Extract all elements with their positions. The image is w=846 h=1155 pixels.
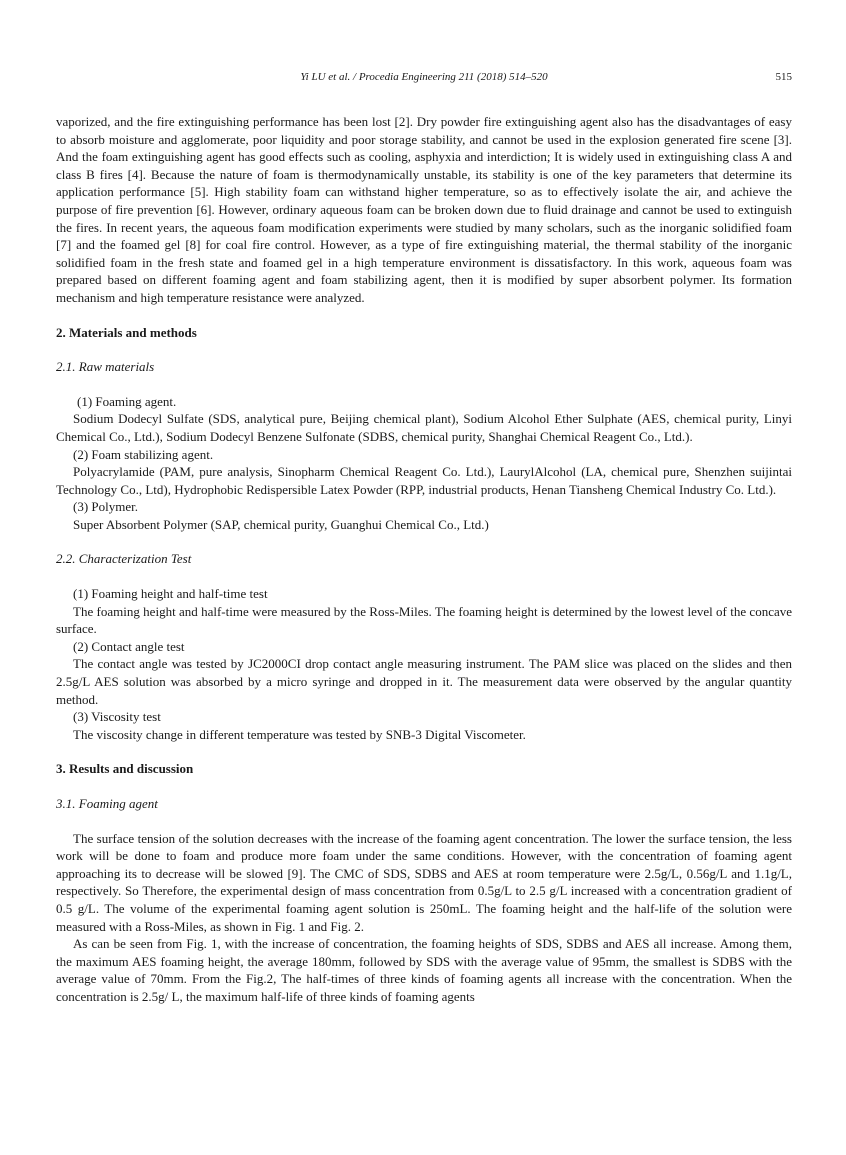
subsection-heading-characterization: 2.2. Characterization Test xyxy=(56,551,192,567)
list-item: The viscosity change in different temperature was tested by SNB-3 Digital Viscometer. xyxy=(73,726,526,742)
results-paragraph: As can be seen from Fig. 1, with the increase of concentration, the foaming heights of SDS, SDBS and AES all increase. Among them, the maximum AES foaming height, the average 180mm, followed by SDS with the average value of 95mm, the smallest is SDBS with the average value of 70mm. From the Fig.2, The half-times of three kinds of foaming agents all increase with the concentration. When the concentration is 2.5g/ L, the maximum half-life of three kinds of foaming agents xyxy=(56,936,792,1004)
list-item: (2) Contact angle test xyxy=(73,638,185,654)
list-item: (1) Foaming height and half-time test xyxy=(73,586,268,602)
list-item: (1) Foaming agent. xyxy=(77,393,177,409)
intro-paragraph: vaporized, and the fire extinguishing performance has been lost [2]. Dry powder fire extinguishing agent also has the disadvantages of easy to absorb moisture and agglomerate, poor liquidity and poor storage stability, and cannot be used in the explosion generated fire scene [3]. And the foam extinguishing agent has good effects such as cooling, asphyxia and interdiction; It is widely used in extinguishing class A and class B fires [4]. Because the nature of foam is thermodynamically unstable, its stability is one of the key parameters that determine its application performance [5]. High stability foam can withstand higher temperature, so as to effectively isolate the air, and achieve the purpose of fire prevention [6]. However, ordinary aqueous foam can be broken down due to fluid drainage and cannot be used to extinguish the fires. In recent years, the aqueous foam modification experiments were studied by many scholars, such as the inorganic solidified foam [7] and the foamed gel [8] for coal fire control. However, as a type of fire extinguishing material, the thermal stability of the inorganic solidified foam in the fresh state and foamed gel in a high temperature environment is dissatisfactory. In this work, aqueous foam was prepared based on different foaming agent and foam stabilizing agent, then it is modified by super absorbent polymer. Its formation mechanism and high temperature resistance were analyzed. xyxy=(56,114,792,305)
list-item: Polyacrylamide (PAM, pure analysis, Sinopharm Chemical Reagent Co. Ltd.), LaurylAlcohol (LA, chemical pure, Shenzhen suijintai Technology Co., Ltd), Hydrophobic Redispersible Latex Powder (RPP, industrial products, Henan Tiansheng Chemical Industry Co. Ltd.). xyxy=(56,464,792,497)
list-item: Super Absorbent Polymer (SAP, chemical purity, Guanghui Chemical Co., Ltd.) xyxy=(73,516,489,532)
list-item: The contact angle was tested by JC2000CI drop contact angle measuring instrument. The PAM slice was placed on the slides and then 2.5g/L AES solution was absorbed by a micro syringe and dropped in it. The measurement data were observed by the angular quantity method. xyxy=(56,656,792,707)
subsection-heading-raw-materials: 2.1. Raw materials xyxy=(56,359,155,375)
list-item: (3) Viscosity test xyxy=(73,709,161,725)
article-body xyxy=(56,113,792,1006)
running-title: Yi LU et al. / Procedia Engineering 211 (2018) 514–520 xyxy=(300,71,548,83)
list-item: (2) Foam stabilizing agent. xyxy=(73,446,214,462)
list-item: (3) Polymer. xyxy=(73,499,138,515)
section-heading-results: 3. Results and discussion xyxy=(56,761,194,777)
page-number: 515 xyxy=(775,71,792,83)
list-item: Sodium Dodecyl Sulfate (SDS, analytical pure, Beijing chemical plant), Sodium Alcohol Ether Sulphate (AES, chemical purity, Linyi Chemical Co., Ltd.), Sodium Dodecyl Benzene Sulfonate (SDBS, chemical purity, Shanghai Chemical Reagent Co., Ltd.). xyxy=(56,411,792,444)
subsection-heading-foaming-agent: 3.1. Foaming agent xyxy=(56,796,158,811)
list-item: The foaming height and half-time were measured by the Ross-Miles. The foaming height is determined by the lowest level of the concave surface. xyxy=(56,603,792,637)
section-heading-materials: 2. Materials and methods xyxy=(56,324,197,340)
results-paragraph: The surface tension of the solution decreases with the increase of the foaming agent concentration. The lower the surface tension, the less work will be done to foam and produce more foam under the same conditions. However, with the concentration of foaming agent approaching its to decrease will be slowed [9]. The CMC of SDS, SDBS and AES at room temperature were 2.5g/L, 0.56g/L and 1.1g/L, respectively. So Therefore, the experimental design of mass concentration from 0.5g/L to 2.5 g/L increased with a concentration gradient of 0.5 g/L. The volume of the experimental foaming agent solution is 250mL. The foaming height and the half-life of the solution were measured with a Ross-Miles, as shown in Fig. 1 and Fig. 2. xyxy=(56,830,792,934)
